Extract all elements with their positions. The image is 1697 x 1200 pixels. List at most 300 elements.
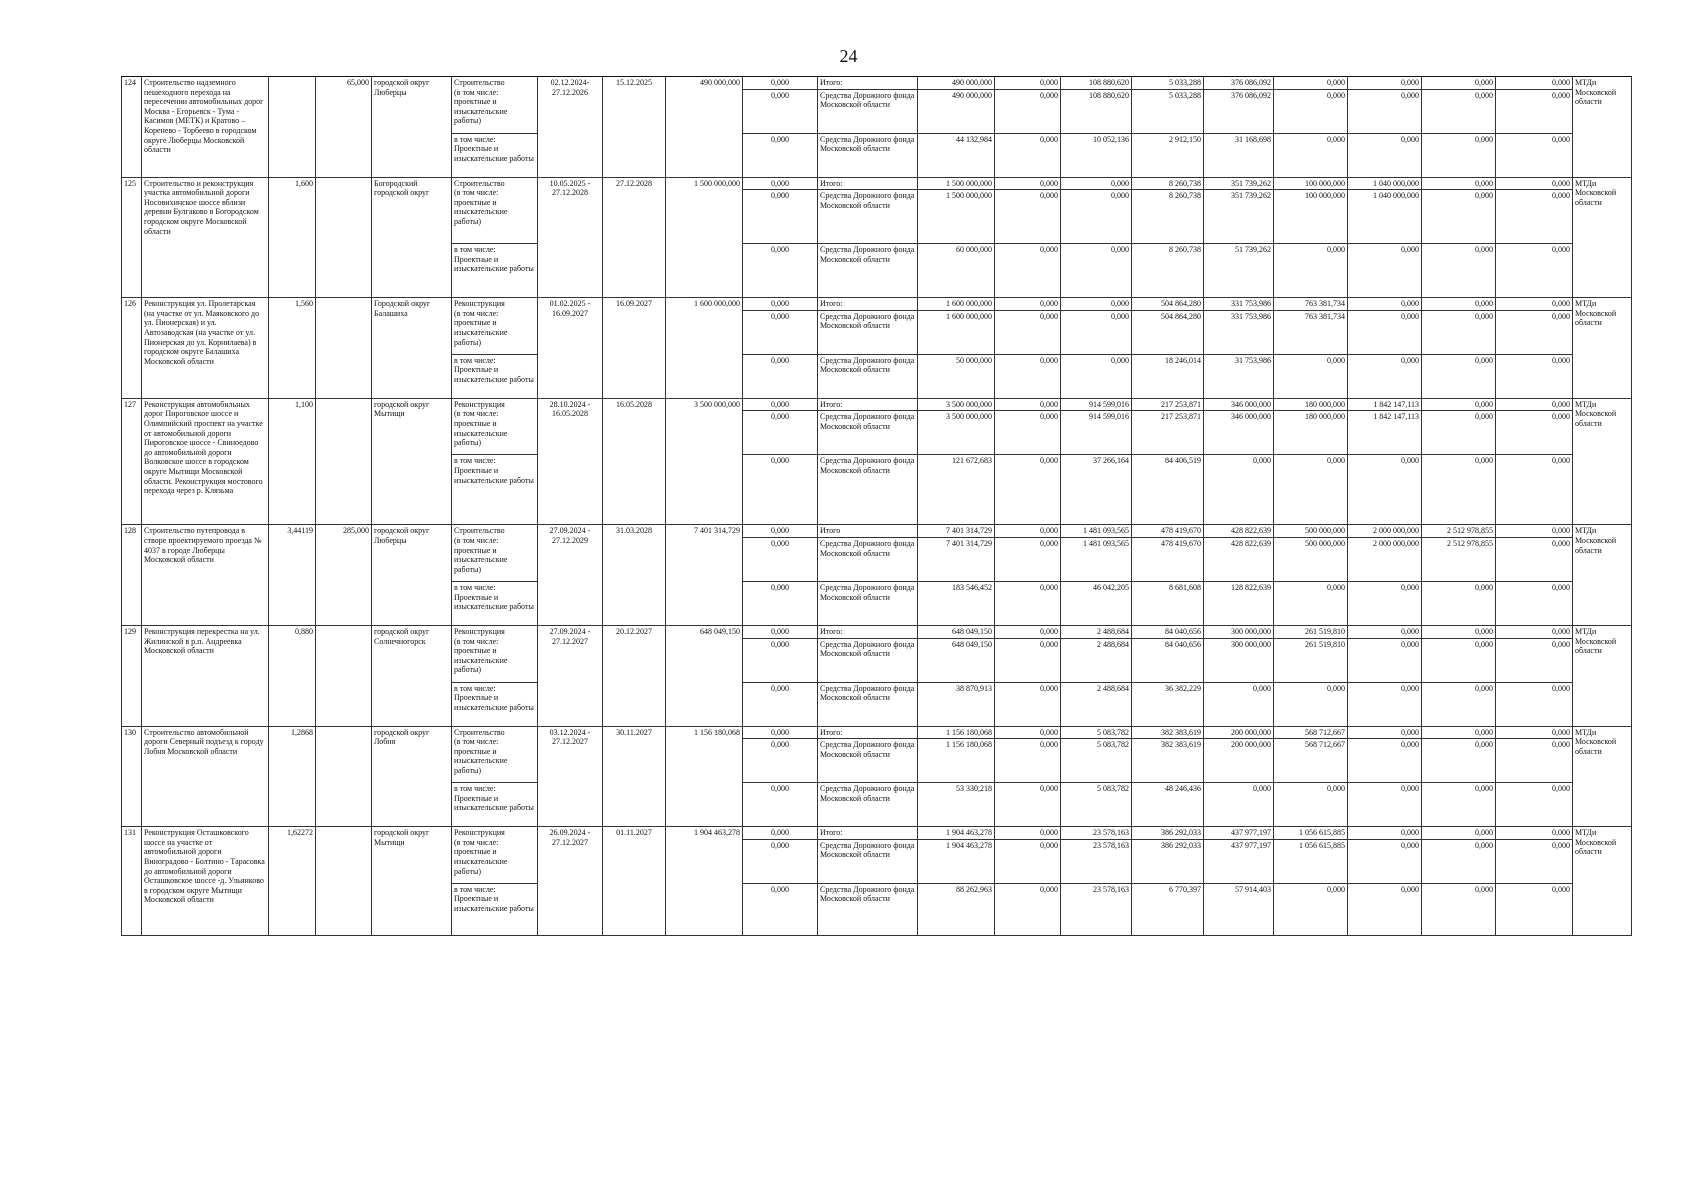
year-value: 300 000,000 (1204, 638, 1274, 682)
year-value: 0,000 (1422, 133, 1496, 177)
total-value: 121 672,683 (918, 455, 995, 525)
project-number: 127 (122, 398, 142, 525)
project-period: 03.12.2024 - 27.12.2027 (538, 726, 603, 827)
project-area (316, 398, 372, 525)
year-value: 0,000 (1422, 827, 1496, 840)
prev-period-value: 0,000 (743, 77, 818, 90)
year-value: 0,000 (1204, 783, 1274, 827)
year-value: 0,000 (995, 298, 1061, 311)
funding-source: Итого: (818, 625, 918, 638)
year-value: 0,000 (995, 839, 1061, 883)
year-value: 2 000 000,000 (1348, 537, 1422, 581)
year-value: 331 753,986 (1204, 310, 1274, 354)
year-value: 31 168,698 (1204, 133, 1274, 177)
year-value: 0,000 (1422, 455, 1496, 525)
prev-period-value: 0,000 (743, 411, 818, 455)
year-value: 0,000 (1496, 455, 1573, 525)
project-length: 1,600 (269, 177, 316, 298)
work-type: Строительство (454, 78, 505, 87)
year-value: 0,000 (1274, 581, 1348, 625)
year-value: 0,000 (1496, 827, 1573, 840)
project-period: 01.02.2025 - 16.09.2027 (538, 298, 603, 399)
project-name: Реконструкция ул. Пролетарская (на участке от ул. Маяковского до ул. Пионерская) и ул. Автозаводская (на участке от ул. Пионерская до ул. Корнилаева) в городском округе Балашиха Московской области (142, 298, 269, 399)
year-value: 2 512 978,855 (1422, 525, 1496, 538)
funding-source: Средства Дорожного фонда Московской области (818, 682, 918, 726)
year-value: 351 739,262 (1204, 190, 1274, 244)
year-value: 0,000 (1422, 411, 1496, 455)
year-value: 0,000 (1496, 77, 1573, 90)
year-value: 504 864,280 (1132, 310, 1204, 354)
year-value: 386 292,033 (1132, 827, 1204, 840)
year-value: 0,000 (1496, 398, 1573, 411)
year-value: 100 000,000 (1274, 177, 1348, 190)
total-value: 183 546,452 (918, 581, 995, 625)
year-value: 0,000 (995, 244, 1061, 298)
year-value: 46 042,205 (1061, 581, 1132, 625)
project-period: 27.09.2024 - 27.12.2029 (538, 525, 603, 626)
year-value: 0,000 (1496, 525, 1573, 538)
project-location: городской округ Люберцы (372, 77, 452, 178)
table-row (122, 726, 1632, 739)
prev-period-value: 0,000 (743, 883, 818, 935)
survey-work-note: в том числе: Проектные и изыскательские работы (452, 455, 538, 525)
year-value: 0,000 (1348, 638, 1422, 682)
work-type-note: (в том числе: проектные и изыскательские работы) (454, 737, 508, 775)
year-value: 0,000 (1496, 177, 1573, 190)
year-value: 23 578,163 (1061, 883, 1132, 935)
prev-period-value: 0,000 (743, 89, 818, 133)
total-value: 1 500 000,000 (918, 190, 995, 244)
year-value: 763 381,734 (1274, 298, 1348, 311)
year-value: 351 739,262 (1204, 177, 1274, 190)
work-type-cell (452, 625, 538, 682)
prev-period-value: 0,000 (743, 537, 818, 581)
year-value: 0,000 (1274, 455, 1348, 525)
project-location: городской округ Лобня (372, 726, 452, 827)
year-value: 0,000 (1274, 682, 1348, 726)
total-value: 1 600 000,000 (918, 298, 995, 311)
funding-source: Средства Дорожного фонда Московской области (818, 89, 918, 133)
prev-period-value: 0,000 (743, 839, 818, 883)
year-value: 428 822,639 (1204, 537, 1274, 581)
project-length: 1,62272 (269, 827, 316, 936)
year-value: 0,000 (1422, 190, 1496, 244)
project-period: 26.09.2024 - 27.12.2027 (538, 827, 603, 936)
project-location: городской округ Мытищи (372, 827, 452, 936)
project-name: Строительство и реконструкция участка автомобильной дороги Носовихинское шоссе вблизи деревни Булгаково в Богородском городском округе Московской области (142, 177, 269, 298)
year-value: 2 488,684 (1061, 682, 1132, 726)
year-value: 0,000 (1496, 625, 1573, 638)
year-value: 5 083,782 (1061, 739, 1132, 783)
project-cost: 1 500 000,000 (666, 177, 743, 298)
year-value: 500 000,000 (1274, 525, 1348, 538)
year-value: 8 681,608 (1132, 581, 1204, 625)
project-number: 128 (122, 525, 142, 626)
year-value: 0,000 (1422, 638, 1496, 682)
survey-work-note: в том числе: Проектные и изыскательские работы (452, 354, 538, 398)
project-number: 126 (122, 298, 142, 399)
total-value: 44 132,984 (918, 133, 995, 177)
work-type-cell (452, 398, 538, 455)
year-value: 1 481 093,565 (1061, 525, 1132, 538)
year-value: 331 753,986 (1204, 298, 1274, 311)
work-type-cell (452, 298, 538, 355)
prev-period-value: 0,000 (743, 726, 818, 739)
year-value: 504 864,280 (1132, 298, 1204, 311)
executor: МТДи Московской области (1573, 625, 1632, 726)
survey-work-note: в том числе: Проектные и изыскательские работы (452, 133, 538, 177)
year-value: 0,000 (1274, 244, 1348, 298)
year-value: 500 000,000 (1274, 537, 1348, 581)
year-value: 0,000 (1496, 537, 1573, 581)
total-value: 3 500 000,000 (918, 411, 995, 455)
funding-source: Итого: (818, 726, 918, 739)
year-value: 386 292,033 (1132, 839, 1204, 883)
project-number: 131 (122, 827, 142, 936)
work-type: Строительство (454, 178, 505, 188)
executor: МТДи Московской области (1573, 726, 1632, 827)
prev-period-value: 0,000 (743, 455, 818, 525)
work-type-note: (в том числе: проектные и изыскательские работы) (454, 837, 508, 876)
project-number: 125 (122, 177, 142, 298)
year-value: 0,000 (1422, 177, 1496, 190)
year-value: 0,000 (995, 310, 1061, 354)
table-row (122, 525, 1632, 538)
funding-source: Средства Дорожного фонда Московской области (818, 310, 918, 354)
project-area (316, 726, 372, 827)
year-value: 0,000 (1496, 244, 1573, 298)
funding-source: Итого: (818, 298, 918, 311)
year-value: 0,000 (1422, 625, 1496, 638)
project-length: 1,2868 (269, 726, 316, 827)
project-location: городской округ Солнечногорск (372, 625, 452, 726)
investment-projects-table (121, 76, 1632, 936)
work-type: Реконструкция (454, 626, 505, 636)
year-value: 0,000 (1496, 310, 1573, 354)
work-type: Реконструкция (454, 299, 505, 309)
year-value: 1 842 147,113 (1348, 398, 1422, 411)
year-value: 0,000 (1496, 883, 1573, 935)
year-value: 2 000 000,000 (1348, 525, 1422, 538)
year-value: 0,000 (995, 638, 1061, 682)
year-value: 0,000 (1422, 244, 1496, 298)
year-value: 18 246,014 (1132, 354, 1204, 398)
year-value: 51 739,262 (1204, 244, 1274, 298)
year-value: 0,000 (1061, 310, 1132, 354)
project-finish: 20.12.2027 (603, 625, 666, 726)
work-type: Реконструкция (454, 828, 505, 838)
project-period: 27.09.2024 - 27.12.2027 (538, 625, 603, 726)
year-value: 0,000 (1496, 354, 1573, 398)
project-cost: 490 000,000 (666, 77, 743, 178)
table-row (122, 398, 1632, 411)
project-cost: 1 600 000,000 (666, 298, 743, 399)
project-location: городской округ Люберцы (372, 525, 452, 626)
year-value: 1 481 093,565 (1061, 537, 1132, 581)
project-length: 1,100 (269, 398, 316, 525)
executor: МТДи Московской области (1573, 398, 1632, 525)
project-length: 1,560 (269, 298, 316, 399)
total-value: 1 156 180,068 (918, 726, 995, 739)
funding-source: Средства Дорожного фонда Московской области (818, 244, 918, 298)
year-value: 0,000 (1061, 244, 1132, 298)
year-value: 0,000 (1348, 827, 1422, 840)
project-period: 02.12.2024-27.12.2026 (538, 77, 603, 178)
total-value: 60 000,000 (918, 244, 995, 298)
year-value: 0,000 (1061, 177, 1132, 190)
year-value: 2 512 978,855 (1422, 537, 1496, 581)
year-value: 0,000 (1496, 783, 1573, 827)
year-value: 0,000 (995, 783, 1061, 827)
table-row (122, 827, 1632, 840)
funding-source: Средства Дорожного фонда Московской области (818, 581, 918, 625)
year-value: 0,000 (1274, 133, 1348, 177)
year-value: 0,000 (1348, 682, 1422, 726)
prev-period-value: 0,000 (743, 638, 818, 682)
work-type-note: (в том числе: проектные и изыскательские работы) (454, 636, 508, 675)
year-value: 0,000 (1274, 883, 1348, 935)
year-value: 0,000 (1274, 783, 1348, 827)
table-body (122, 77, 1632, 936)
funding-source: Итого: (818, 827, 918, 840)
year-value: 108 880,620 (1061, 77, 1132, 90)
year-value: 0,000 (995, 398, 1061, 411)
year-value: 57 914,403 (1204, 883, 1274, 935)
total-value: 1 500 000,000 (918, 177, 995, 190)
prev-period-value: 0,000 (743, 827, 818, 840)
year-value: 0,000 (1348, 739, 1422, 783)
year-value: 0,000 (1348, 581, 1422, 625)
prev-period-value: 0,000 (743, 398, 818, 411)
project-length: 0,880 (269, 625, 316, 726)
year-value: 84 040,656 (1132, 638, 1204, 682)
year-value: 1 056 615,885 (1274, 839, 1348, 883)
year-value: 0,000 (1348, 625, 1422, 638)
year-value: 0,000 (995, 354, 1061, 398)
project-finish: 01.11.2027 (603, 827, 666, 936)
year-value: 0,000 (995, 581, 1061, 625)
year-value: 23 578,163 (1061, 839, 1132, 883)
year-value: 8 260,738 (1132, 244, 1204, 298)
work-type-cell (452, 525, 538, 582)
year-value: 0,000 (1348, 783, 1422, 827)
year-value: 2 488,684 (1061, 625, 1132, 638)
funding-source: Средства Дорожного фонда Московской области (818, 739, 918, 783)
year-value: 0,000 (1348, 726, 1422, 739)
project-finish: 27.12.2028 (603, 177, 666, 298)
year-value: 437 977,197 (1204, 839, 1274, 883)
survey-work-note: в том числе: Проектные и изыскательские работы (452, 883, 538, 935)
executor: МТДи Московской области (1573, 525, 1632, 626)
year-value: 382 383,619 (1132, 726, 1204, 739)
project-length (269, 77, 316, 178)
year-value: 0,000 (1348, 77, 1422, 90)
year-value: 0,000 (995, 739, 1061, 783)
project-location: Городской округ Балашиха (372, 298, 452, 399)
year-value: 376 086,092 (1204, 89, 1274, 133)
project-number: 130 (122, 726, 142, 827)
project-cost: 648 049,150 (666, 625, 743, 726)
year-value: 0,000 (1422, 839, 1496, 883)
year-value: 0,000 (1496, 726, 1573, 739)
work-type-note: (в том числе: проектные и изыскательские работы) (454, 87, 508, 126)
total-value: 7 401 314,729 (918, 525, 995, 538)
work-type-cell (452, 177, 538, 244)
year-value: 568 712,667 (1274, 726, 1348, 739)
year-value: 0,000 (995, 682, 1061, 726)
funding-source: Средства Дорожного фонда Московской области (818, 133, 918, 177)
year-value: 0,000 (1496, 133, 1573, 177)
prev-period-value: 0,000 (743, 133, 818, 177)
year-value: 0,000 (1348, 310, 1422, 354)
total-value: 490 000,000 (918, 77, 995, 90)
prev-period-value: 0,000 (743, 625, 818, 638)
project-number: 129 (122, 625, 142, 726)
funding-source: Средства Дорожного фонда Московской области (818, 411, 918, 455)
year-value: 2 912,150 (1132, 133, 1204, 177)
year-value: 217 253,871 (1132, 398, 1204, 411)
year-value: 31 753,986 (1204, 354, 1274, 398)
year-value: 0,000 (995, 77, 1061, 90)
year-value: 108 880,620 (1061, 89, 1132, 133)
year-value: 0,000 (1422, 77, 1496, 90)
funding-source: Средства Дорожного фонда Московской области (818, 783, 918, 827)
project-cost: 1 156 180,068 (666, 726, 743, 827)
year-value: 914 599,016 (1061, 411, 1132, 455)
year-value: 0,000 (1496, 411, 1573, 455)
total-value: 1 904 463,278 (918, 827, 995, 840)
year-value: 0,000 (995, 883, 1061, 935)
executor: МТДи Московской области (1573, 827, 1632, 936)
year-value: 0,000 (995, 625, 1061, 638)
total-value: 648 049,150 (918, 625, 995, 638)
funding-source: Средства Дорожного фонда Московской области (818, 883, 918, 935)
total-value: 1 156 180,068 (918, 739, 995, 783)
total-value: 50 000,000 (918, 354, 995, 398)
year-value: 128 822,639 (1204, 581, 1274, 625)
year-value: 0,000 (1422, 783, 1496, 827)
year-value: 0,000 (1422, 682, 1496, 726)
table-row (122, 77, 1632, 90)
year-value: 0,000 (1422, 739, 1496, 783)
year-value: 0,000 (1348, 839, 1422, 883)
funding-source: Средства Дорожного фонда Московской области (818, 354, 918, 398)
year-value: 376 086,092 (1204, 77, 1274, 90)
year-value: 180 000,000 (1274, 398, 1348, 411)
prev-period-value: 0,000 (743, 190, 818, 244)
year-value: 0,000 (995, 89, 1061, 133)
year-value: 200 000,000 (1204, 739, 1274, 783)
prev-period-value: 0,000 (743, 525, 818, 538)
work-type-note: (в том числе: проектные и изыскательские работы) (454, 188, 508, 226)
year-value: 478 419,670 (1132, 537, 1204, 581)
year-value: 0,000 (1422, 89, 1496, 133)
work-type-note: (в том числе: проектные и изыскательские работы) (454, 308, 508, 347)
year-value: 48 246,436 (1132, 783, 1204, 827)
year-value: 5 033,288 (1132, 77, 1204, 90)
year-value: 0,000 (1496, 581, 1573, 625)
total-value: 38 870,913 (918, 682, 995, 726)
year-value: 5 033,288 (1132, 89, 1204, 133)
year-value: 6 770,397 (1132, 883, 1204, 935)
total-value: 490 000,000 (918, 89, 995, 133)
year-value: 84 040,656 (1132, 625, 1204, 638)
project-finish: 16.05.2028 (603, 398, 666, 525)
prev-period-value: 0,000 (743, 244, 818, 298)
year-value: 428 822,639 (1204, 525, 1274, 538)
year-value: 0,000 (995, 537, 1061, 581)
year-value: 0,000 (1496, 739, 1573, 783)
year-value: 763 381,734 (1274, 310, 1348, 354)
year-value: 0,000 (995, 411, 1061, 455)
year-value: 0,000 (1348, 298, 1422, 311)
total-value: 7 401 314,729 (918, 537, 995, 581)
year-value: 261 519,810 (1274, 638, 1348, 682)
project-area (316, 625, 372, 726)
year-value: 0,000 (1274, 89, 1348, 133)
year-value: 0,000 (995, 827, 1061, 840)
project-name: Реконструкция автомобильных дорог Пироговское шоссе и Олимпийский проспект на участке от автомобильной дороги Пироговское шоссе - Свиноедово до автомобильной дороги Волковское шоссе в городском округе Мытищи Московской области. Реконструкция мостового перехода через р. Клязьма (142, 398, 269, 525)
year-value: 2 488,684 (1061, 638, 1132, 682)
project-name: Реконструкция Осташковского шоссе на участке от автомобильной дороги Виноградово - Болтино - Тарасовка до автомобильной дороги Осташковское шоссе -д. Ульянково в городском округе Мытищи Московской области (142, 827, 269, 936)
project-period: 28.10.2024 - 16.05.2028 (538, 398, 603, 525)
year-value: 0,000 (1422, 310, 1496, 354)
prev-period-value: 0,000 (743, 298, 818, 311)
prev-period-value: 0,000 (743, 354, 818, 398)
year-value: 0,000 (1422, 726, 1496, 739)
year-value: 568 712,667 (1274, 739, 1348, 783)
project-name: Строительство путепровода в створе проектируемого проезда № 4037 в городе Люберцы Московской области (142, 525, 269, 626)
total-value: 53 330,218 (918, 783, 995, 827)
project-finish: 16.09.2027 (603, 298, 666, 399)
year-value: 0,000 (1496, 89, 1573, 133)
year-value: 261 519,810 (1274, 625, 1348, 638)
funding-source: Итого (818, 525, 918, 538)
project-area: 65,000 (316, 77, 372, 178)
project-length: 3,44119 (269, 525, 316, 626)
table-row (122, 298, 1632, 311)
year-value: 0,000 (1348, 244, 1422, 298)
project-location: городской округ Мытищи (372, 398, 452, 525)
year-value: 1 842 147,113 (1348, 411, 1422, 455)
executor: МТДи Московской области (1573, 177, 1632, 298)
total-value: 88 262,963 (918, 883, 995, 935)
work-type: Реконструкция (454, 399, 505, 409)
funding-source: Итого: (818, 398, 918, 411)
year-value: 23 578,163 (1061, 827, 1132, 840)
project-area: 285,000 (316, 525, 372, 626)
prev-period-value: 0,000 (743, 581, 818, 625)
project-number: 124 (122, 77, 142, 178)
year-value: 0,000 (1274, 77, 1348, 90)
year-value: 0,000 (1061, 298, 1132, 311)
work-type-cell (452, 827, 538, 884)
project-cost: 7 401 314,729 (666, 525, 743, 626)
year-value: 300 000,000 (1204, 625, 1274, 638)
year-value: 382 383,619 (1132, 739, 1204, 783)
prev-period-value: 0,000 (743, 739, 818, 783)
funding-source: Средства Дорожного фонда Московской области (818, 455, 918, 525)
year-value: 478 419,670 (1132, 525, 1204, 538)
year-value: 0,000 (1496, 682, 1573, 726)
year-value: 0,000 (1204, 682, 1274, 726)
work-type: Строительство (454, 727, 505, 737)
year-value: 8 260,738 (1132, 190, 1204, 244)
year-value: 346 000,000 (1204, 411, 1274, 455)
project-finish: 30.11.2027 (603, 726, 666, 827)
year-value: 100 000,000 (1274, 190, 1348, 244)
total-value: 1 904 463,278 (918, 839, 995, 883)
